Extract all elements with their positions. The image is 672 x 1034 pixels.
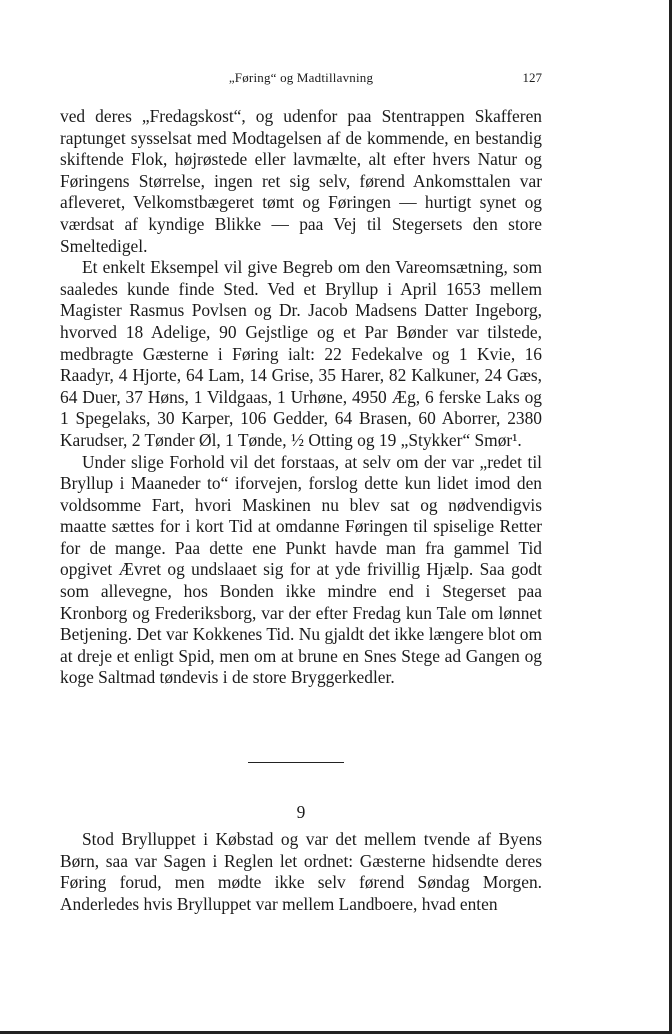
paragraph: Et enkelt Eksempel vil give Begreb om den Vareomsætning, som saaledes kunde finde Sted. Ved et Bryllup i April 1653 mellem Magister Rasmus Povlsen og Dr. Jacob Madsens Datter Ingeborg, hvorved 18 Adelige, 90 Gejstlige og et Par Bønder var tilstede, medbragte Gæsterne i Føring ialt: 22 Fedekalve og 1 Kvie, 16 Raadyr, 4 Hjorte, 64 Lam, 14 Grise, 35 Harer, 82 Kalkuner, 24 Gæs, 64 Duer, 37 Høns, 1 Vildgaas, 1 Urhøne, 4950 Æg, 6 ferske Laks og 1 Spegelaks, 30 Karper, 106 Gedder, 64 Brasen, 60 Aborrer, 2380 Karudser, 2 Tønder Øl, 1 Tønde, ½ Otting og 19 „Stykker“ Smør¹. — [60, 257, 542, 450]
section-divider — [248, 762, 344, 763]
paragraph: ved deres „Fredagskost“, og udenfor paa Stentrappen Skafferen raptunget sysselsat med Modtagelsen af de kommende, en bestandig skiftende Flok, højrøstede eller lavmælte, alt efter hvers Natur og Føringens Størrelse, ingen ret sig selv, førend Ankomsttalen var afleveret, Velkomstbægeret tømt og Føringen — hurtigt synet og værdsat af kyndige Blikke — paa Vej til Stegersets den store Smeltedigel. — [60, 106, 542, 256]
paragraph: Under slige Forhold vil det forstaas, at selv om der var „redet til Bryllup i Maaneder to“ iforvejen, forslog dette kun lidet imod den voldsomme Fart, hvori Maskinen nu blev sat og nødvendigvis maatte sættes for i kort Tid at omdanne Føringen til spiselige Retter for de mange. Paa dette ene Punkt havde man fra gammel Tid opgivet Ævret og undslaaet sig for at yde frivillig Hjælp. Saa godt som allevegne, hos Bonden ikke mindre end i Stegerset paa Kronborg og Frederiksborg, var der efter Fredag kun Tale om lønnet Betjening. Det var Kokkenes Tid. Nu gjaldt det ikke længere blot om at dreje et enligt Spid, men om at brune en Snes Stege ad Gangen og koge Saltmad tøndevis i de store Bryggerkedler. — [60, 451, 542, 688]
running-head — [60, 70, 542, 90]
section-text — [60, 829, 542, 915]
running-title: „Føring“ og Madtillavning — [228, 70, 374, 85]
page-number: 127 — [522, 70, 542, 85]
paragraph: Stod Brylluppet i Købstad og var det mellem tvende af Byens Børn, saa var Sagen i Reglen let ordnet: Gæsterne hidsendte deres Føring forud, men mødte ikke selv førend Søndag Morgen. Anderledes hvis Brylluppet var mellem Landboere, hvad enten — [60, 829, 542, 914]
main-text — [60, 106, 542, 689]
section-number: 9 — [296, 802, 306, 822]
